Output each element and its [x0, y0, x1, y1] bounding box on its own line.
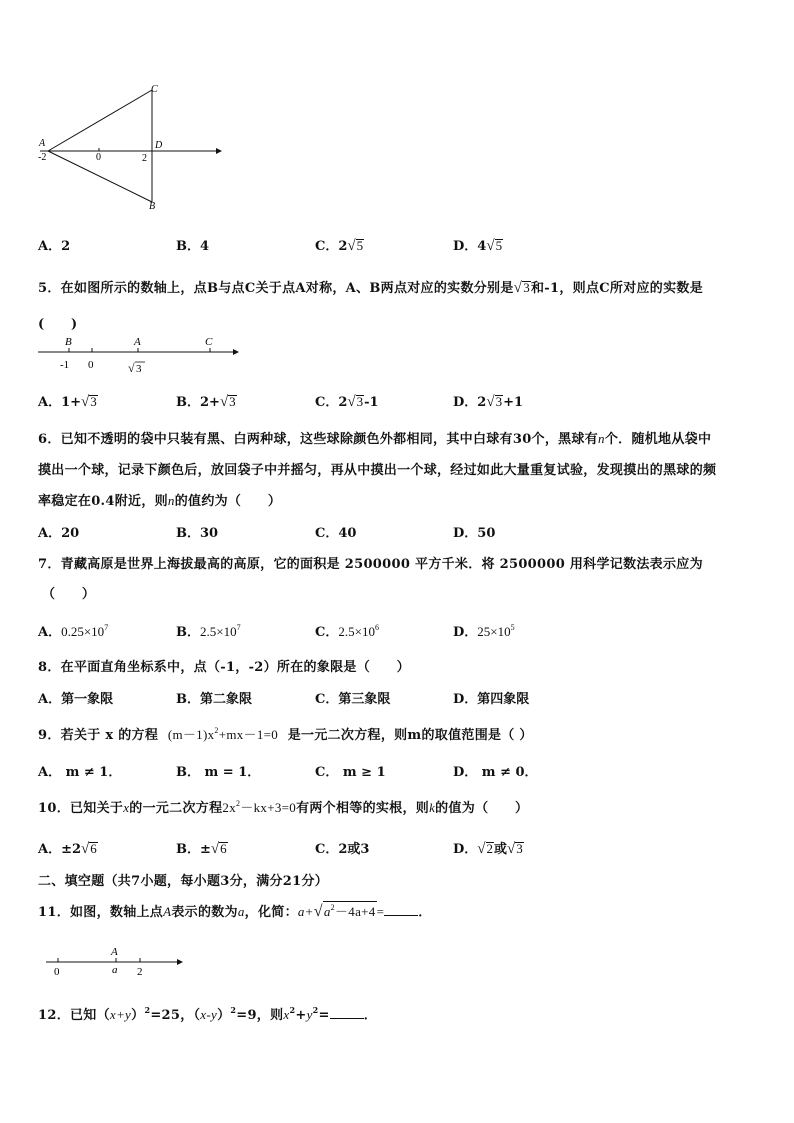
q9-option-d: D． m ≠ 0．: [453, 765, 538, 780]
axis-arrow: [216, 148, 222, 154]
q5-option-a: A．1+√3: [38, 394, 97, 410]
tick-label-2: 2: [137, 966, 143, 978]
q4-option-a: A．2: [38, 239, 71, 254]
q4-option-d: D．4√5: [453, 238, 503, 254]
tick-label-0: 0: [88, 359, 94, 371]
q7-paren: （ ）: [42, 587, 96, 602]
q11-answer-blank[interactable]: [384, 904, 418, 916]
tick-label-0: 0: [96, 152, 101, 163]
q8-option-a: A．第一象限: [38, 692, 114, 707]
q11-expression: $a+√a^2-4a+4=$: [297, 903, 385, 920]
label-b: B: [149, 201, 156, 212]
q7-option-b: B．$2.5\times 10^7$: [176, 623, 241, 640]
q10-stem: 10．已知关于x的一元二次方程$2x^2-kx+3=0$有两个相等的实根，则k的值为（ ）: [38, 799, 529, 816]
q10-option-a: A．±2√6: [38, 841, 97, 857]
q6-option-c: C．40: [315, 526, 357, 541]
q11-figure: [40, 940, 190, 980]
label-a: A: [39, 138, 46, 149]
q4-option-d-pre: D．4: [453, 239, 487, 254]
q11-stem: 11．如图，数轴上点A表示的数为a，化简：$a+√a^2-4a+4=$ ．: [38, 903, 432, 920]
label-a-point: A: [111, 946, 118, 958]
q6-option-a: A．20: [38, 526, 80, 541]
q4-option-c-pre: C．2: [315, 239, 348, 254]
tick-label-2: 2: [142, 153, 147, 164]
axis-arrow: [177, 959, 183, 965]
axis-arrow: [233, 349, 239, 355]
q12-answer-blank[interactable]: [330, 1007, 364, 1019]
q9-option-b: B． m = 1．: [176, 765, 261, 780]
q5-option-d: D．2√3+1: [453, 394, 524, 410]
q6-option-b: B．30: [176, 526, 219, 541]
tick-label-sqrt3: 3: [136, 363, 142, 375]
q4-option-d-radicand: 5: [495, 238, 503, 253]
q10-option-d: D．√2或√3: [453, 841, 523, 857]
q12-stem: 12．已知$(x+y)^2=25$，$(x-y)^2=9$，则$x^2+y^2=$ ．: [38, 1005, 378, 1023]
q8-option-c: C．第三象限: [315, 692, 391, 707]
q5-radicand: 3: [523, 280, 530, 295]
q4-figure: [34, 82, 224, 212]
label-a: A: [134, 336, 141, 348]
tick-label-0: 0: [54, 966, 60, 978]
label-b: B: [65, 336, 72, 348]
q4-option-c: C．2√5: [315, 238, 364, 254]
q5-figure: [34, 332, 244, 378]
q8-option-b: B．第二象限: [176, 692, 252, 707]
q4-option-c-radicand: 5: [356, 238, 364, 253]
q5-paren: ( ): [38, 317, 78, 332]
q7-option-c: C．$2.5\times 10^6$: [315, 623, 379, 640]
q5-stem: 5．在如图所示的数轴上，点B与点C关于点A对称，A、B两点对应的实数分别是√3和-1，则点C所对应的实数是: [38, 280, 703, 296]
section-heading: 二、填空题（共7小题，每小题3分，满分21分）: [38, 874, 329, 889]
q9-option-a: A． m ≠ 1．: [38, 765, 122, 780]
q4-option-b: B．4: [176, 239, 210, 254]
q7-line-1: 7．青藏高原是世界上海拔最高的高原，它的面积是 2500000 平方千米．将 2500000 用科学记数法表示应为: [38, 557, 703, 572]
q10-option-c: C．2或3: [315, 842, 370, 857]
q6-line-2: 摸出一个球，记录下颜色后，放回袋子中并摇匀，再从中摸出一个球，经过如此大量重复试验，发现摸出的黑球的频: [38, 463, 717, 478]
q5-option-c: C．2√3-1: [315, 394, 379, 410]
q5-option-b: B．2+√3: [176, 394, 236, 410]
tick-label-neg2: -2: [38, 152, 47, 163]
label-d: D: [155, 140, 163, 151]
q6-option-d: D．50: [453, 526, 496, 541]
q10-equation: $2x^2-kx+3=0$: [222, 799, 297, 815]
q6-line-3: 率稳定在0.4附近，则n的值约为（ ）: [38, 493, 282, 509]
q7-option-a: A．$0.25\times 10^7$: [38, 623, 109, 640]
q9-option-c: C． m ≥ 1: [315, 765, 386, 780]
segment-ac: [48, 90, 152, 151]
tick-label-a: a: [112, 964, 118, 976]
q9-equation: $(m-1)x^2+mx-1=0$: [167, 726, 279, 742]
q8-option-d: D．第四象限: [453, 692, 530, 707]
q10-option-b: B．±√6: [176, 841, 227, 857]
sqrt-sign: √: [128, 361, 135, 375]
q9-stem: 9．若关于 x 的方程 $(m-1)x^2+mx-1=0$ 是一元二次方程，则m的取值范围是（ ）: [38, 726, 533, 743]
q8-stem: 8．在平面直角坐标系中，点（-1，-2）所在的象限是（ ）: [38, 660, 410, 675]
q6-line-1: 6．已知不透明的袋中只装有黑、白两种球，这些球除颜色外都相同，其中白球有30个，黑球有n个．随机地从袋中: [38, 431, 712, 447]
label-c: C: [151, 84, 158, 95]
label-c: C: [205, 336, 213, 348]
q7-option-d: D．$25\times 10^5$: [453, 623, 515, 640]
tick-label-neg1: -1: [60, 359, 70, 371]
